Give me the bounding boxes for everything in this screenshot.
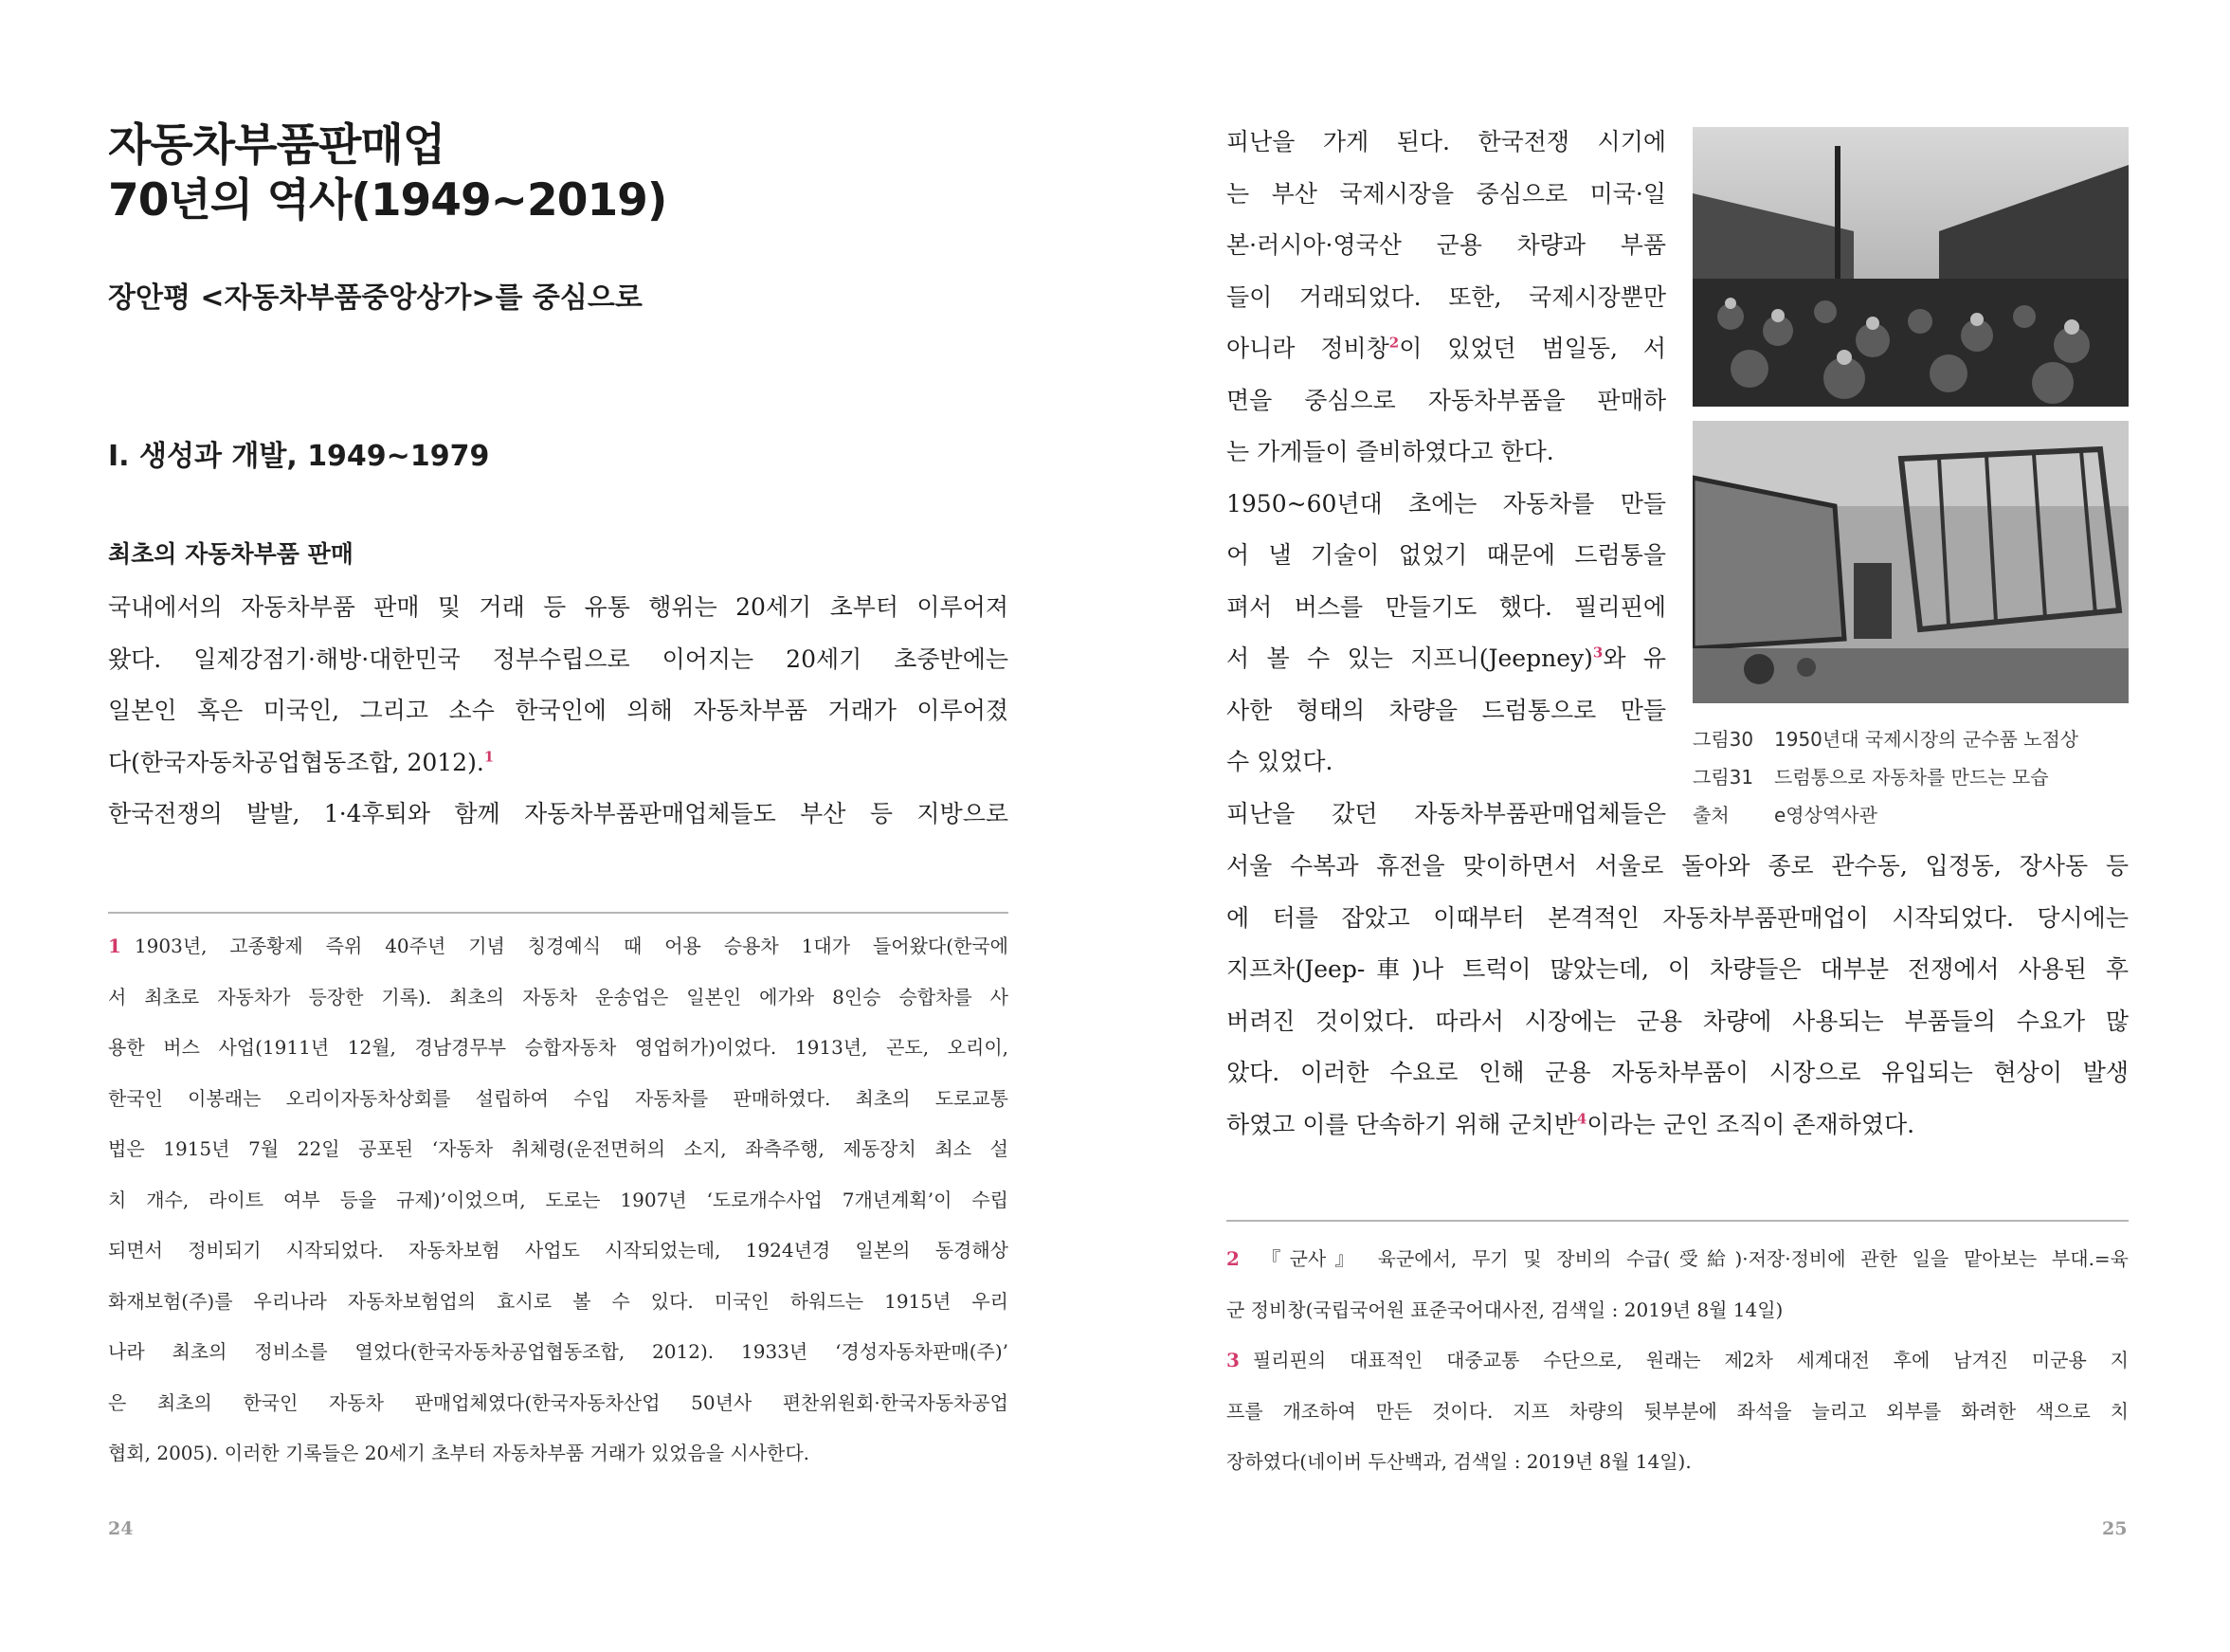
right-full-text bbox=[1226, 841, 2129, 1151]
photo-drum-bus bbox=[1693, 421, 2129, 703]
title-line-1: 자동차부품판매업 bbox=[108, 119, 445, 172]
footnotes-left bbox=[108, 921, 1008, 1480]
text-line: 피난을 가게 된다. 한국전쟁 시기에 bbox=[1226, 128, 1666, 155]
text-fragment: 이 있었던 범일동, 서 bbox=[1399, 335, 1666, 362]
text-fragment: 아니라 정비창 bbox=[1226, 335, 1389, 362]
footnote-line: 용한 버스 사업(1911년 12월, 경남경무부 승합자동차 영업허가)이었다. 1913년, 곤도, 오리이, bbox=[108, 1036, 1008, 1059]
footnote-line: 서 최초로 자동차가 등장한 기록). 최초의 자동차 운송업은 일본인 에가와 8인승 승합차를 사 bbox=[108, 985, 1008, 1008]
text-line: 면을 중심으로 자동차부품을 판매하 bbox=[1226, 386, 1666, 414]
text-line: 지프차(Jeep-車)나 트럭이 많았는데, 이 차량들은 대부분 전쟁에서 사용된 후 bbox=[1226, 955, 2129, 983]
caption-source bbox=[1693, 796, 2138, 834]
caption-text: 1950년대 국제시장의 군수품 노점상 bbox=[1774, 728, 2079, 751]
caption-fig31 bbox=[1693, 758, 2138, 796]
photo-market bbox=[1693, 127, 2129, 407]
footnote-ref-3[interactable]: 3 bbox=[1592, 644, 1604, 662]
market-photo-image bbox=[1693, 127, 2129, 407]
footnote-line: 화재보험(주)를 우리나라 자동차보험업의 효시로 볼 수 있다. 미국인 하워드는 1915년 우리 bbox=[108, 1289, 1008, 1313]
footnotes-right bbox=[1226, 1234, 2129, 1488]
text-line: 펴서 버스를 만들기도 했다. 필리핀에 bbox=[1226, 592, 1666, 621]
text-line: 일본인 혹은 미국인, 그리고 소수 한국인에 의해 자동차부품 거래가 이루어졌 bbox=[108, 697, 1008, 724]
text-line: 는 부산 국제시장을 중심으로 미국·일 bbox=[1226, 179, 1666, 208]
text-fragment: 『군사』 육군에서, 무기 및 장비의 수급(受給)·저장·정비에 관한 일을 맡아보는 부대.=육 bbox=[1252, 1247, 2129, 1270]
text-fragment: 와 유 bbox=[1603, 644, 1666, 672]
text-line bbox=[1226, 323, 1666, 375]
text-fragment: 하였고 이를 단속하기 위해 군치반 bbox=[1226, 1110, 1577, 1138]
footnote-line: 법은 1915년 7월 22일 공포된 ‘자동차 취체령(운전면허의 소지, 좌측주행, 제동장치 최소 설 bbox=[108, 1137, 1008, 1160]
footnote-line: 장하였다(네이버 두산백과, 검색일 : 2019년 8월 14일). bbox=[1226, 1450, 1692, 1473]
footnote-line: 나라 최초의 정비소를 열었다(한국자동차공업협동조합, 2012). 1933년 ‘경성자동차판매(주)’ bbox=[108, 1340, 1008, 1363]
caption-label: 그림30 bbox=[1693, 728, 1754, 751]
caption-label: 그림31 bbox=[1693, 766, 1754, 789]
text-line bbox=[1226, 633, 1666, 685]
title-line-2: 70년의 역사(1949~2019) bbox=[108, 174, 667, 227]
footnote-divider-right bbox=[1226, 1220, 2129, 1222]
right-column-text bbox=[1226, 117, 1666, 840]
left-body-text bbox=[108, 582, 1008, 841]
text-line: 에 터를 잡았고 이때부터 본격적인 자동차부품판매업이 시작되었다. 당시에는 bbox=[1226, 903, 2129, 932]
text-line: 들이 거래되었다. 또한, 국제시장뿐만 bbox=[1226, 282, 1666, 311]
subtitle: 장안평 <자동차부품중앙상가>를 중심으로 bbox=[108, 281, 643, 315]
footnote-line bbox=[1226, 1335, 2129, 1387]
footnote-line: 한국인 이봉래는 오리이자동차상회를 설립하여 수입 자동차를 판매하였다. 최초의 도로교통 bbox=[108, 1086, 1008, 1110]
footnote-line: 군 정비창(국립국어원 표준국어대사전, 검색일 : 2019년 8월 14일) bbox=[1226, 1298, 1784, 1321]
page-number-left: 24 bbox=[108, 1518, 134, 1539]
text-line: 왔다. 일제강점기·해방·대한민국 정부수립으로 이어지는 20세기 초중반에는 bbox=[108, 644, 1008, 673]
text-fragment: 필리핀의 대표적인 대중교통 수단으로, 원래는 제2차 세계대전 후에 남겨진 미군용 지 bbox=[1252, 1349, 2129, 1371]
figure-captions bbox=[1693, 720, 2138, 834]
text-line: 1950~60년대 초에는 자동차를 만들 bbox=[1226, 489, 1666, 517]
footnote-line: 협회, 2005). 이러한 기록들은 20세기 초부터 자동차부품 거래가 있었음을 시사한다. bbox=[108, 1442, 810, 1464]
page-title bbox=[108, 118, 961, 228]
footnote-divider bbox=[108, 912, 1008, 914]
text-line: 어 낼 기술이 없었기 때문에 드럼통을 bbox=[1226, 541, 1666, 569]
footnote-line: 되면서 정비되기 시작되었다. 자동차보험 사업도 시작되었는데, 1924년경 일본의 동경해상 bbox=[108, 1239, 1008, 1262]
page-number-right: 25 bbox=[2102, 1518, 2128, 1539]
text-line: 한국전쟁의 발발, 1·4후퇴와 함께 자동차부품판매업체들도 부산 등 지방으로 bbox=[108, 800, 1008, 827]
footnote-number: 3 bbox=[1226, 1349, 1240, 1371]
footnote-line: 치 개수, 라이트 여부 등을 규제)’이었으며, 도로는 1907년 ‘도로개수사업 7개년계획’이 수립 bbox=[108, 1188, 1008, 1211]
text-line bbox=[108, 737, 1008, 790]
footnote-line: 은 최초의 한국인 자동차 판매업체였다(한국자동차산업 50년사 편찬위원회·한국자동차공업 bbox=[108, 1390, 1008, 1414]
text-fragment: 이라는 군인 조직이 존재하였다. bbox=[1586, 1110, 1915, 1138]
text-fragment: 1903년, 고종황제 즉위 40주년 기념 칭경예식 때 어용 승용차 1대가 들어왔다(한국에 bbox=[134, 935, 1008, 957]
footnote-number: 1 bbox=[108, 935, 121, 957]
text-line: 본·러시아·영국산 군용 차량과 부품 bbox=[1226, 231, 1666, 259]
footnote-number: 2 bbox=[1226, 1247, 1240, 1270]
text-line: 서울 수복과 휴전을 맞이하면서 서울로 돌아와 종로 관수동, 입정동, 장사동 등 bbox=[1226, 852, 2129, 880]
caption-text: 드럼통으로 자동차를 만드는 모습 bbox=[1774, 766, 2049, 789]
text-fragment: 서 볼 수 있는 지프니(Jeepney) bbox=[1226, 644, 1593, 672]
text-line bbox=[1226, 1099, 2129, 1152]
text-line: 버려진 것이었다. 따라서 시장에는 군용 차량에 사용되는 부품들의 수요가 많 bbox=[1226, 1007, 2129, 1035]
text-line: 피난을 갔던 자동차부품판매업체들은 bbox=[1226, 799, 1666, 827]
text-line: 사한 형태의 차량을 드럼통으로 만들 bbox=[1226, 696, 1666, 724]
subheading: 최초의 자동차부품 판매 bbox=[108, 540, 354, 568]
drum-bus-photo-image bbox=[1693, 421, 2129, 703]
footnote-line bbox=[108, 921, 1008, 972]
text-line: 국내에서의 자동차부품 판매 및 거래 등 유통 행위는 20세기 초부터 이루어져 bbox=[108, 593, 1008, 621]
section-heading: I. 생성과 개발, 1949~1979 bbox=[108, 440, 490, 473]
footnote-ref-2[interactable]: 2 bbox=[1388, 334, 1400, 352]
text-line: 는 가게들이 즐비하였다고 한다. bbox=[1226, 438, 1554, 465]
caption-label: 출처 bbox=[1693, 804, 1730, 826]
caption-text: e영상역사관 bbox=[1774, 804, 1877, 826]
footnote-line bbox=[1226, 1234, 2129, 1285]
caption-fig30 bbox=[1693, 720, 2138, 758]
text-line: 수 있었다. bbox=[1226, 748, 1333, 775]
footnote-line: 프를 개조하여 만든 것이다. 지프 차량의 뒷부분에 좌석을 늘리고 외부를 화려한 색으로 치 bbox=[1226, 1399, 2129, 1423]
footnote-ref-1[interactable]: 1 bbox=[483, 748, 495, 766]
text-line: 았다. 이러한 수요로 인해 군용 자동차부품이 시장으로 유입되는 현상이 발생 bbox=[1226, 1059, 2129, 1086]
footnote-ref-4[interactable]: 4 bbox=[1576, 1110, 1587, 1128]
text-fragment: 다(한국자동차공업협동조합, 2012). bbox=[108, 748, 484, 776]
